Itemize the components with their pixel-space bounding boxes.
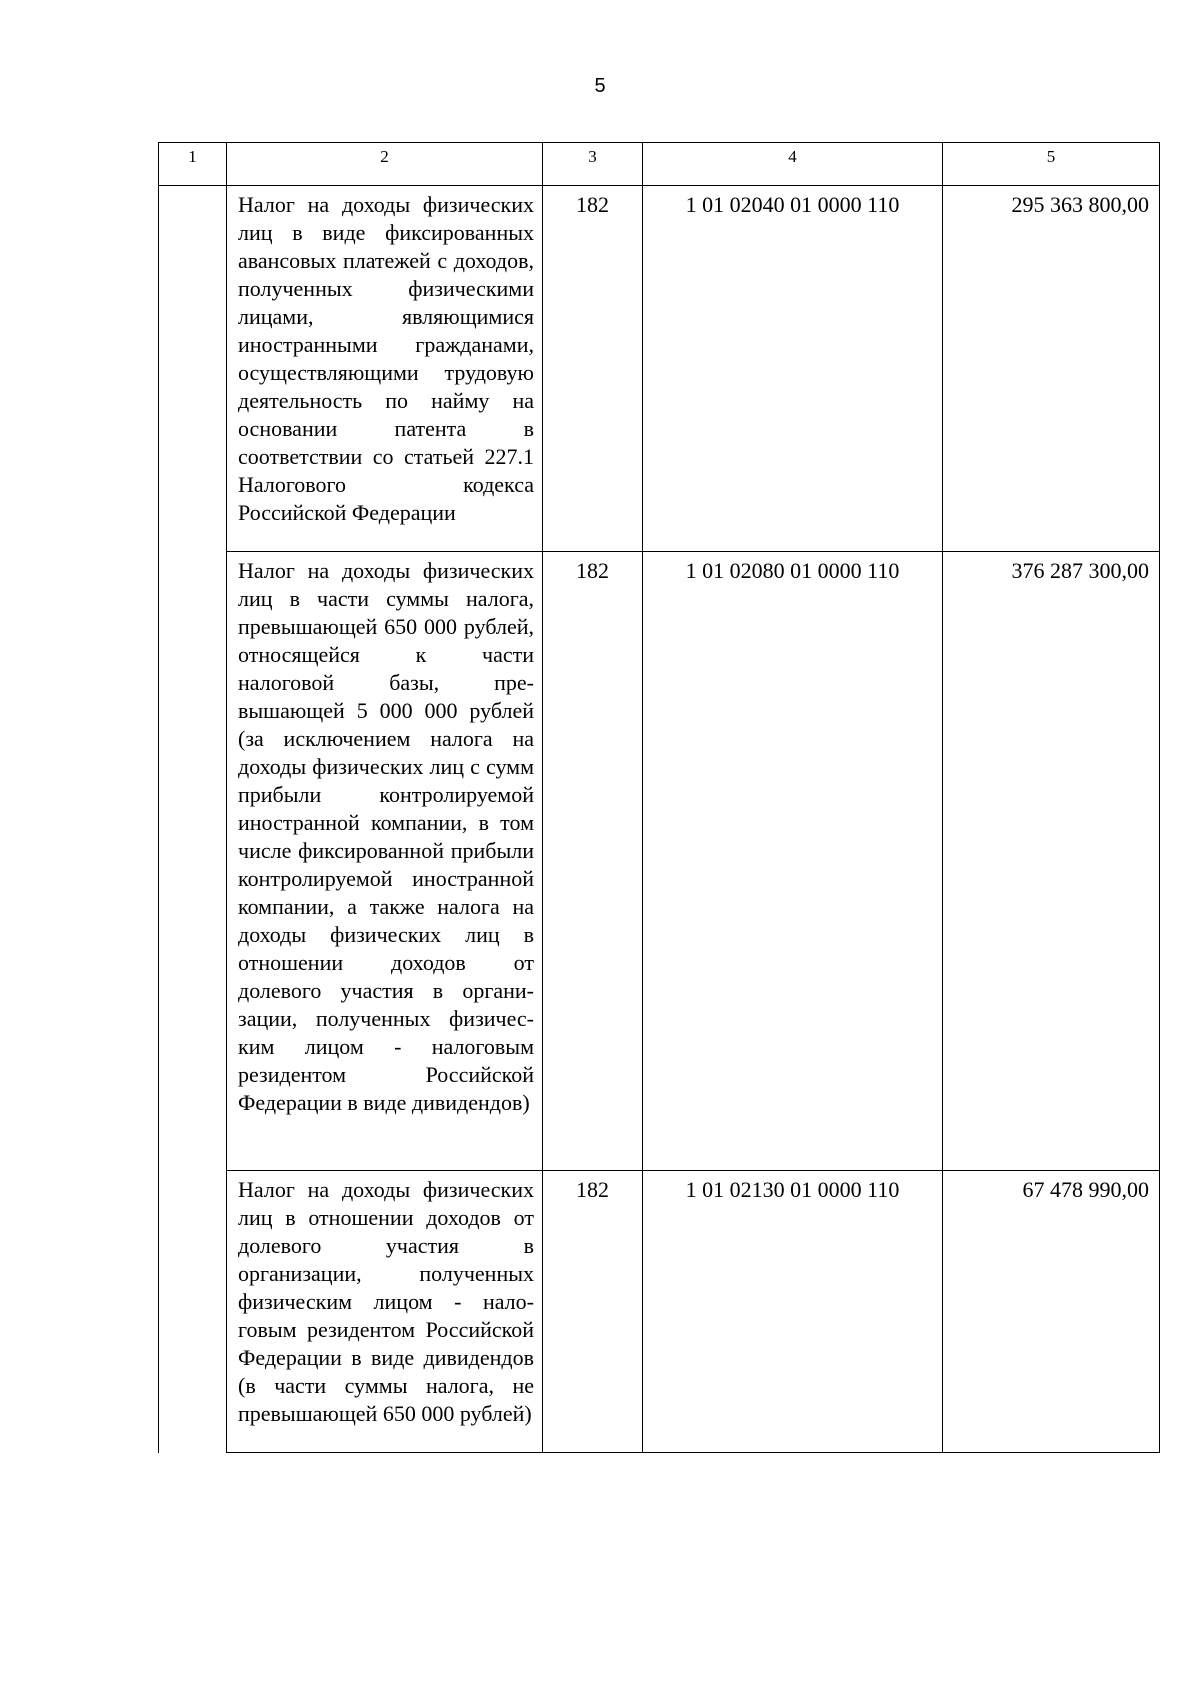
table-row (159, 1171, 1160, 1453)
admin-code-cell: 182 (543, 1171, 643, 1453)
kbk-code-cell: 1 01 02130 01 0000 110 (643, 1171, 943, 1453)
admin-code-cell: 182 (543, 552, 643, 1171)
amount-cell: 67 478 990,00 (943, 1171, 1160, 1453)
column-header-5: 5 (943, 143, 1160, 186)
table-row (159, 186, 1160, 552)
admin-code-cell: 182 (543, 186, 643, 552)
amount-cell: 295 363 800,00 (943, 186, 1160, 552)
column-header-4: 4 (643, 143, 943, 186)
revenue-table (158, 142, 1160, 1453)
row-number-cell (159, 1171, 227, 1453)
page-number: 5 (594, 75, 606, 97)
table-header-row (159, 143, 1160, 186)
amount-cell: 376 287 300,00 (943, 552, 1160, 1171)
kbk-code-cell: 1 01 02040 01 0000 110 (643, 186, 943, 552)
row-number-cell (159, 552, 227, 1171)
kbk-code-cell: 1 01 02080 01 0000 110 (643, 552, 943, 1171)
tax-name-cell: Налог на доходы физических лиц в части суммы налога, превышающей 650 000 рублей, относящейся к части налоговой базы, превышающей 5 000 000 рублей (за исключением налога на доходы физических лиц с сумм прибыли контролируемой иностранной компании, в том числе фиксированной прибыли контролируемой иностранной компании, а также налога на доходы физических лиц в отношении доходов от долевого участия в организации, полученных физическим лицом - налоговым резидентом Российской Федерации в виде дивидендов) (227, 552, 543, 1171)
column-header-2: 2 (227, 143, 543, 186)
table-row (159, 552, 1160, 1171)
row-number-cell (159, 186, 227, 552)
tax-name-cell: Налог на доходы физических лиц в виде фиксированных авансовых платежей с доходов, полученных физическими лицами, являющимися иностранными гражданами, осуществляющими трудовую деятельность по найму на основании патента в соответствии со статьей 227.1 Налогового кодекса Российской Федерации (227, 186, 543, 552)
column-header-3: 3 (543, 143, 643, 186)
tax-name-cell: Налог на доходы физических лиц в отношении доходов от долевого участия в организации, полученных физическим лицом - налоговым резидентом Российской Федерации в виде дивидендов (в части суммы налога, не превышающей 650 000 рублей) (227, 1171, 543, 1453)
column-header-1: 1 (159, 143, 227, 186)
